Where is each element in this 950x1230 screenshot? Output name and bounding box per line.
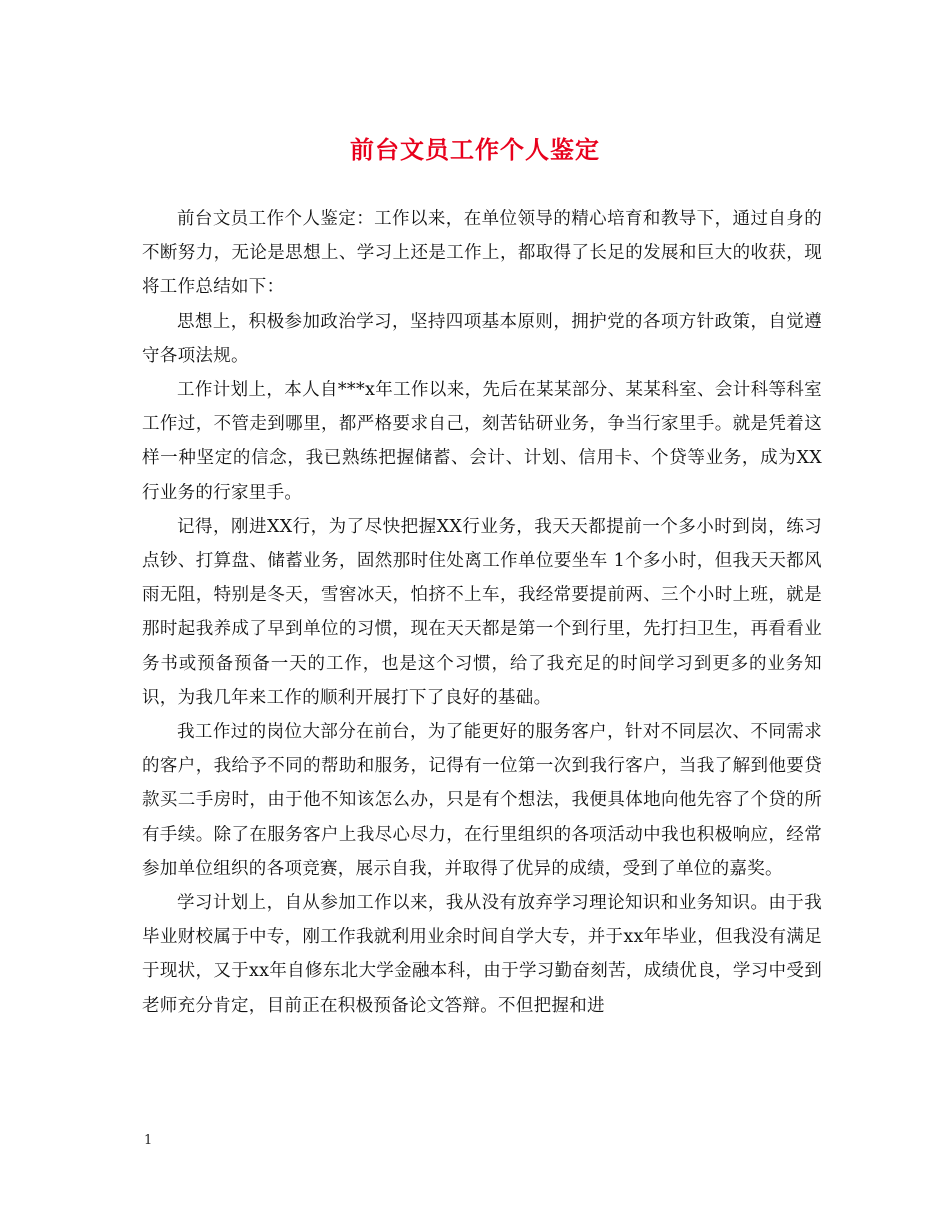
paragraph-work-plan: 工作计划上，本人自***x年工作以来，先后在某某部分、某某科室、会计科等科室工作过，不管走到哪里，都严格要求自己，刻苦钻研业务，争当行家里手。就是凭着这样一种坚定的信念，我已熟练把握储蓄、会计、计划、信用卡、个贷等业务，成为XX行业务的行家里手。 [142, 380, 822, 503]
paragraph-thought: 思想上，积极参加政治学习，坚持四项基本原则，拥护党的各项方针政策，自觉遵守各项法规。 [142, 311, 822, 366]
paragraph-memory: 记得，刚进XX行，为了尽快把握XX行业务，我天天都提前一个多小时到岗，练习点钞、打算盘、储蓄业务，固然那时住处离工作单位要坐车 1个多小时，但我天天都风雨无阻，特别是冬天，雪窖冰天，怕挤不上车，我经常要提前两、三个小时上班，就是那时起我养成了早到单位的习惯，现在天天都是第一个到行里，先打扫卫生，再看看业务书或预备预备一天的工作，也是这个习惯，给了我充足的时间学习到更多的业务知识，为我几年来工作的顺利开展打下了良好的基础。 [142, 516, 822, 708]
paragraph-front-desk: 我工作过的岗位大部分在前台，为了能更好的服务客户，针对不同层次、不同需求的客户，我给予不同的帮助和服务，记得有一位第一次到我行客户，当我了解到他要贷款买二手房时，由于他不知该怎么办，只是有个想法，我便具体地向他先容了个贷的所有手续。除了在服务客户上我尽心尽力，在行里组织的各项活动中我也积极响应，经常参加单位组织的各项竞赛，展示自我，并取得了优异的成绩，受到了单位的嘉奖。 [142, 722, 822, 879]
document-body [142, 202, 822, 1023]
document-title: 前台文员工作个人鉴定 [350, 135, 600, 164]
paragraph-study-plan: 学习计划上，自从参加工作以来，我从没有放弃学习理论知识和业务知识。由于我毕业财校属于中专，刚工作我就利用业余时间自学大专，并于xx年毕业，但我没有满足于现状，又于xx年自修东北大学金融本科，由于学习勤奋刻苦，成绩优良，学习中受到老师充分肯定，目前正在积极预备论文答辩。不但把握和进 [142, 893, 822, 1016]
paragraph-intro: 前台文员工作个人鉴定：工作以来，在单位领导的精心培育和教导下，通过自身的不断努力，无论是思想上、学习上还是工作上，都取得了长足的发展和巨大的收获，现将工作总结如下： [142, 209, 822, 298]
page-number: 1 [144, 1133, 153, 1148]
